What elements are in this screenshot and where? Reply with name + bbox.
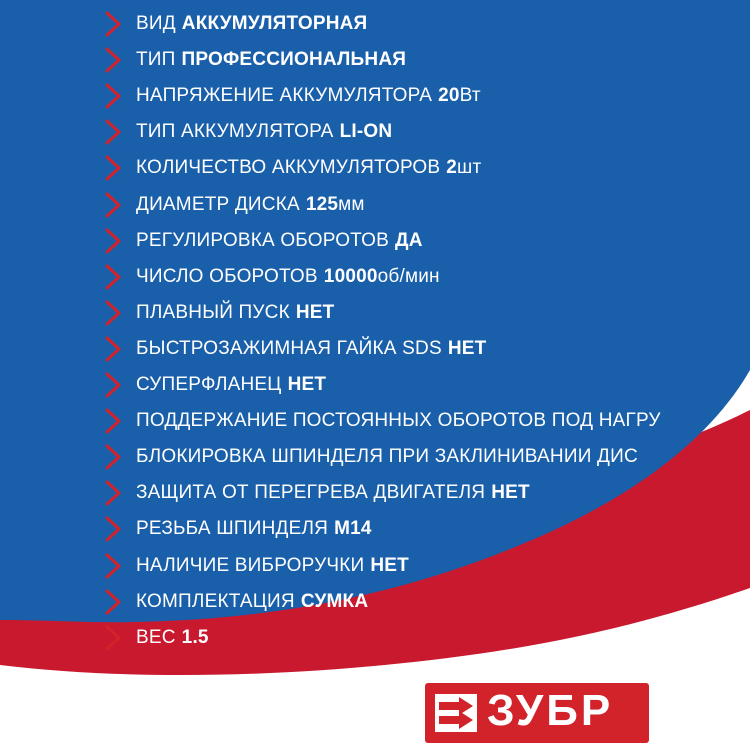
- chevron-right-icon: [104, 480, 124, 506]
- spec-unit: шт: [457, 157, 482, 179]
- spec-row: [104, 584, 368, 620]
- spec-row: [104, 6, 367, 42]
- spec-label: ТИП: [136, 49, 176, 71]
- spec-row: [104, 548, 409, 584]
- spec-value: 10000: [323, 265, 378, 287]
- spec-label: ТИП АККУМУЛЯТОРА: [136, 121, 334, 143]
- chevron-right-icon: [104, 11, 124, 37]
- chevron-right-icon: [104, 444, 124, 470]
- spec-label: ПЛАВНЫЙ ПУСК: [136, 301, 290, 323]
- chevron-right-icon: [104, 155, 124, 181]
- chevron-right-icon: [104, 300, 124, 326]
- spec-label: ПОДДЕРЖАНИЕ ПОСТОЯННЫХ ОБОРОТОВ ПОД НАГРУ: [136, 410, 661, 432]
- spec-value: LI-ON: [339, 121, 393, 143]
- spec-label: РЕЗЬБА ШПИНДЕЛЯ: [136, 518, 329, 540]
- spec-value: ПРОФЕССИОНАЛЬНАЯ: [181, 49, 407, 71]
- chevron-right-icon: [104, 336, 124, 362]
- chevron-right-icon: [104, 625, 124, 651]
- chevron-right-icon: [104, 228, 124, 254]
- spec-row: [104, 78, 481, 114]
- spec-value: НЕТ: [370, 554, 409, 576]
- spec-label: НАЛИЧИЕ ВИБРОРУЧКИ: [136, 554, 365, 576]
- chevron-right-icon: [104, 589, 124, 615]
- chevron-right-icon: [104, 119, 124, 145]
- spec-label: РЕГУЛИРОВКА ОБОРОТОВ: [136, 229, 389, 251]
- spec-label: ДИАМЕТР ДИСКА: [136, 193, 300, 215]
- spec-row: [104, 150, 481, 186]
- spec-row: [104, 331, 486, 367]
- spec-row: [104, 439, 638, 475]
- chevron-right-icon: [104, 553, 124, 579]
- zubr-logo: [425, 683, 649, 743]
- spec-value: 2: [446, 157, 458, 179]
- spec-row: [104, 367, 326, 403]
- spec-row: [104, 403, 661, 439]
- spec-label: БЛОКИРОВКА ШПИНДЕЛЯ ПРИ ЗАКЛИНИВАНИИ ДИС: [136, 446, 638, 468]
- chevron-right-icon: [104, 192, 124, 218]
- chevron-right-icon: [104, 516, 124, 542]
- spec-label: ЧИСЛО ОБОРОТОВ: [136, 265, 318, 287]
- arrows-emblem-icon: [435, 694, 477, 732]
- chevron-right-icon: [104, 408, 124, 434]
- spec-label: КОЛИЧЕСТВО АККУМУЛЯТОРОВ: [136, 157, 441, 179]
- spec-unit: Вт: [459, 85, 481, 107]
- spec-value: ДА: [394, 229, 423, 251]
- spec-row: [104, 187, 365, 223]
- chevron-right-icon: [104, 264, 124, 290]
- spec-label: СУПЕРФЛАНЕЦ: [136, 374, 282, 395]
- chevron-right-icon: [104, 83, 124, 109]
- spec-row: [104, 259, 440, 295]
- spec-row: [104, 42, 406, 78]
- spec-value: 20: [438, 85, 460, 107]
- spec-label: НАПРЯЖЕНИЕ АККУМУЛЯТОРА: [136, 85, 433, 107]
- spec-label: ЗАЩИТА ОТ ПЕРЕГРЕВА ДВИГАТЕЛЯ: [136, 482, 486, 504]
- spec-value: 1.5: [181, 626, 209, 648]
- spec-row: [104, 620, 209, 656]
- spec-value: НЕТ: [295, 301, 335, 323]
- chevron-right-icon: [104, 47, 124, 73]
- spec-label: ВЕС: [136, 626, 176, 648]
- spec-unit: мм: [338, 193, 365, 215]
- spec-row: [104, 114, 392, 150]
- logo-text: ЗУБР: [487, 686, 614, 735]
- spec-label: ВИД: [136, 13, 176, 34]
- spec-row: [104, 223, 423, 259]
- spec-value: 125: [305, 193, 339, 215]
- spec-value: НЕТ: [491, 482, 530, 504]
- spec-unit: об/мин: [377, 265, 440, 287]
- spec-value: НЕТ: [447, 337, 487, 359]
- spec-label: БЫСТРОЗАЖИМНАЯ ГАЙКА SDS: [136, 337, 442, 359]
- spec-value: СУМКА: [300, 590, 369, 612]
- spec-row: [104, 295, 334, 331]
- spec-value: НЕТ: [287, 374, 327, 395]
- spec-value: АККУМУЛЯТОРНАЯ: [181, 13, 368, 34]
- spec-label: КОМПЛЕКТАЦИЯ: [136, 590, 295, 612]
- spec-value: М14: [334, 518, 372, 540]
- spec-row: [104, 475, 530, 511]
- chevron-right-icon: [104, 372, 124, 398]
- spec-row: [104, 511, 372, 547]
